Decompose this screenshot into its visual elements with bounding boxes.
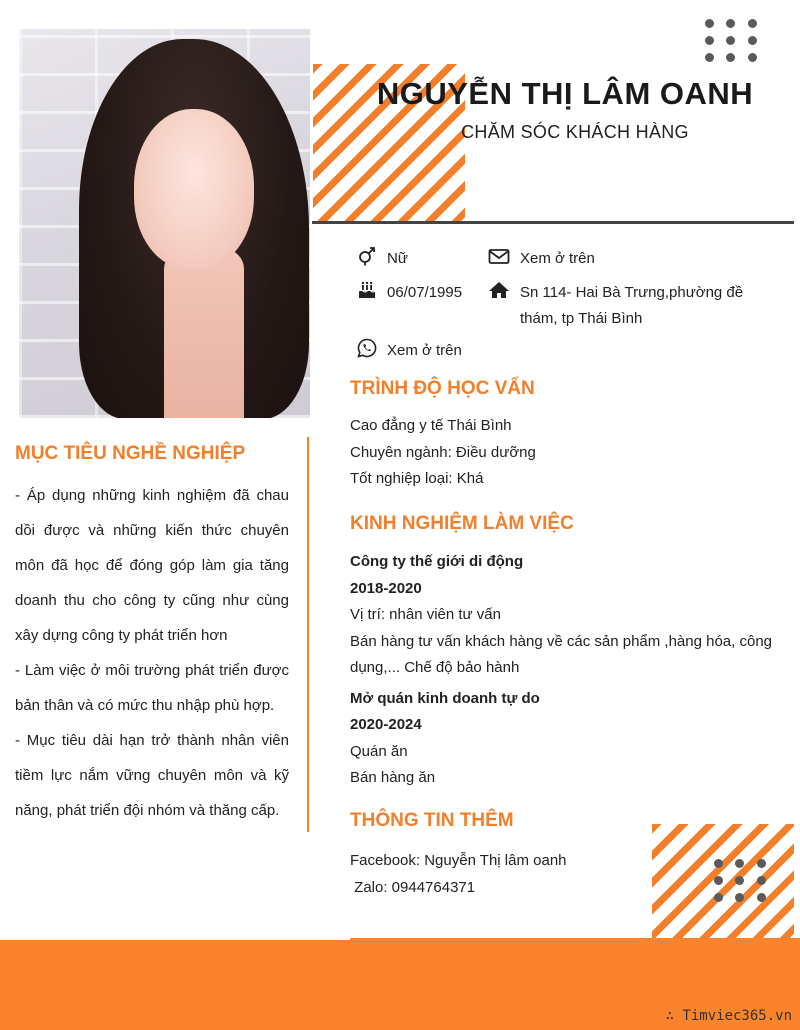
job-title: CHĂM SÓC KHÁCH HÀNG xyxy=(461,122,689,142)
gender-value: Nữ xyxy=(387,250,408,267)
education-grade: Tốt nghiệp loại: Khá xyxy=(350,470,484,487)
site-watermark: ∴ Timviec365.vn xyxy=(665,1008,792,1024)
objective-paragraph: - Áp dụng những kinh nghiệm đã chau dồi được và những kiến thức chuyên môn đã học để đóng góp làm gia tăng doanh thu cho công ty cũng như cùng xây dựng công ty phát triển hơn xyxy=(15,487,289,644)
education-body xyxy=(350,413,790,493)
gender-icon xyxy=(357,246,377,266)
address-line-1: Sn 114- Hai Bà Trưng,phường đề xyxy=(520,284,744,301)
objective-body xyxy=(15,478,289,828)
education-school: Cao đẳng y tế Thái Bình xyxy=(350,417,512,434)
job-description: Bán hàng ăn xyxy=(350,769,436,786)
footer-notch xyxy=(0,938,350,940)
job-period: 2018-2020 xyxy=(350,579,422,597)
job-description: dụng,... Chế độ bảo hành xyxy=(350,659,520,676)
facebook-info: Facebook: Nguyễn Thị lâm oanh xyxy=(350,852,567,869)
phone-row xyxy=(357,338,462,364)
gender-row xyxy=(357,246,408,272)
envelope-icon xyxy=(488,246,510,266)
header-divider xyxy=(312,221,794,224)
additional-body xyxy=(350,848,650,901)
birthdate-value: 06/07/1995 xyxy=(387,284,463,301)
experience-heading: KINH NGHIỆM LÀM VIỆC xyxy=(350,513,574,534)
job-role: Vị trí: nhân viên tư vấn xyxy=(350,606,501,623)
dots-decoration-bottom xyxy=(710,855,772,905)
profile-photo xyxy=(19,29,310,418)
email-value: Xem ở trên xyxy=(520,250,595,267)
address-line-2: thám, tp Thái Bình xyxy=(520,310,643,327)
dots-decoration-top xyxy=(700,15,762,65)
candidate-name: NGUYỄN THỊ LÂM OANH xyxy=(376,76,754,111)
job-company: Mở quán kinh doanh tự do xyxy=(350,689,540,707)
education-heading: TRÌNH ĐỘ HỌC VẤN xyxy=(350,378,535,399)
home-icon xyxy=(488,280,510,300)
objective-paragraph: - Mục tiêu dài hạn trở thành nhân viên tiềm lực nắm vững chuyên môn và kỹ năng, phát triển đội nhóm và thăng cấp. xyxy=(15,732,289,819)
zalo-info: Zalo: 0944764371 xyxy=(350,878,476,896)
objective-heading: MỤC TIÊU NGHỀ NGHIỆP xyxy=(15,443,246,464)
education-major: Chuyên ngành: Điều dưỡng xyxy=(350,443,536,461)
job-period: 2020-2024 xyxy=(350,716,422,733)
address-row xyxy=(488,280,743,332)
additional-heading: THÔNG TIN THÊM xyxy=(350,810,514,831)
experience-body xyxy=(350,549,790,792)
email-row xyxy=(488,246,595,272)
job-role: Quán ăn xyxy=(350,742,408,760)
birthdate-row xyxy=(357,280,462,306)
job-company: Công ty thế giới di động xyxy=(350,553,524,570)
birthday-cake-icon xyxy=(357,280,377,300)
objective-paragraph: - Làm việc ở môi trường phát triển được bản thân và có mức thu nhập phù hợp. xyxy=(15,662,289,714)
whatsapp-icon xyxy=(357,338,377,358)
phone-value: Xem ở trên xyxy=(387,342,462,359)
job-description: Bán hàng tư vấn khách hàng về các sản phẩm ,hàng hóa, công xyxy=(350,632,773,650)
left-column-divider xyxy=(307,437,309,832)
